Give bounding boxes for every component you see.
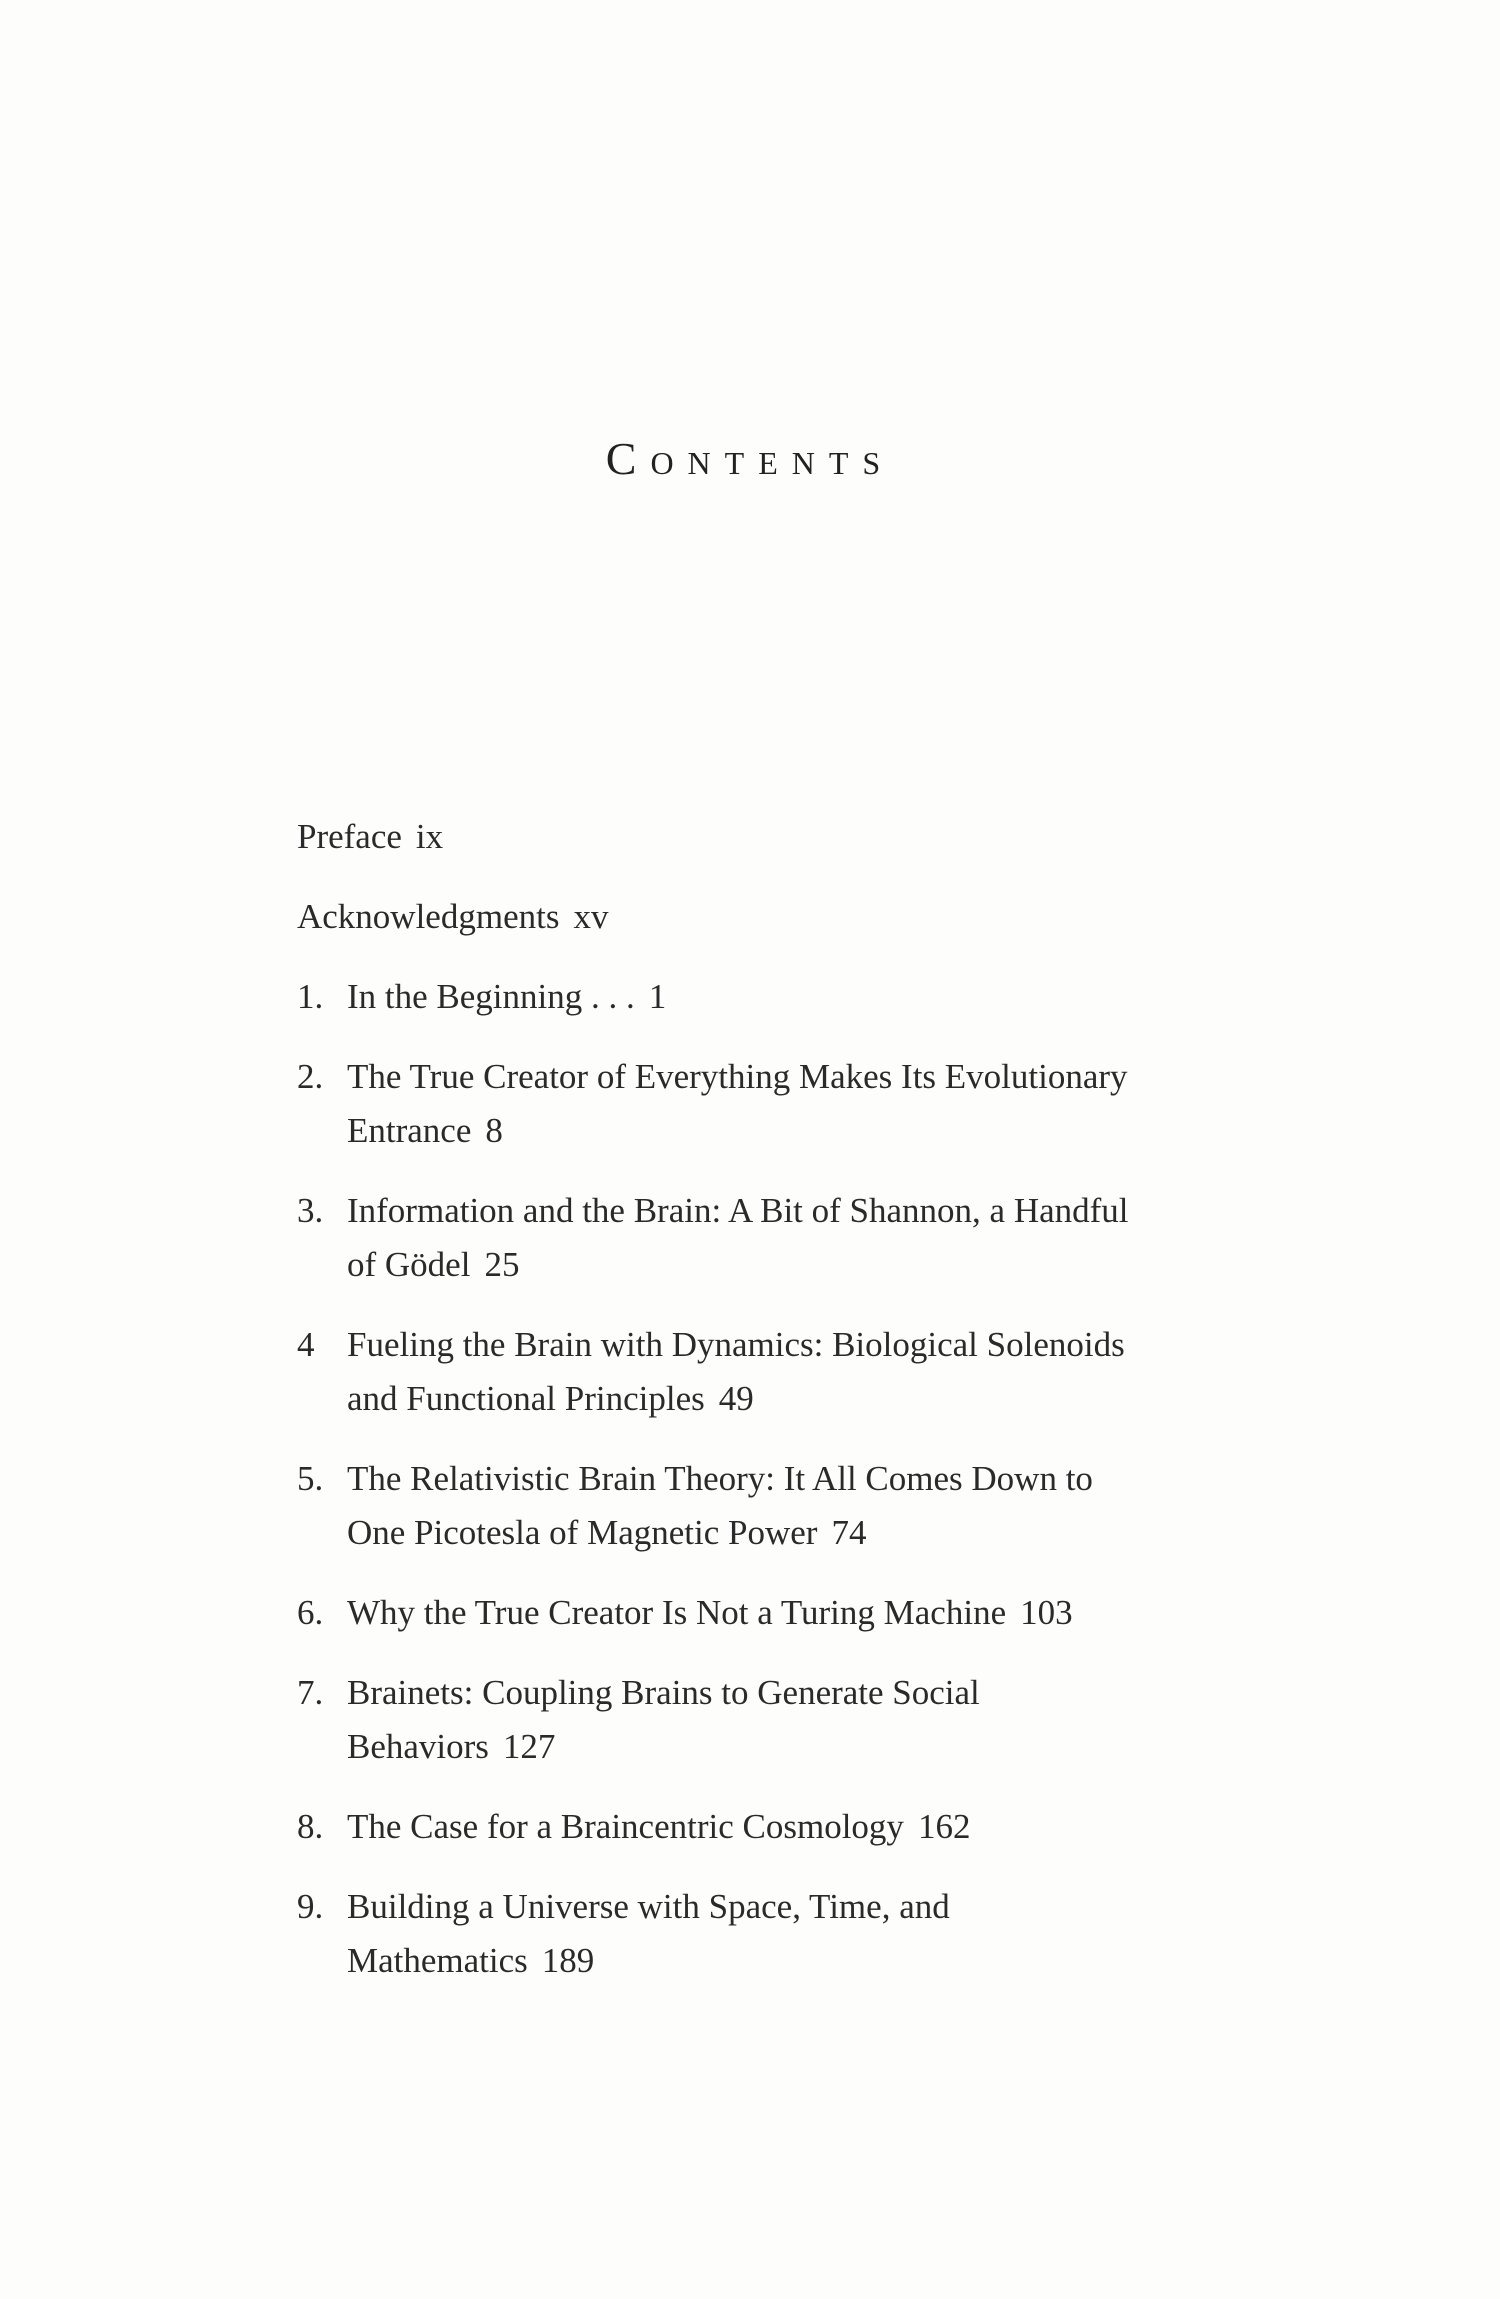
- chapter-page: 127: [502, 1727, 556, 1766]
- toc-entry-chapter-1: [297, 970, 1257, 1024]
- chapter-title-line: Entrance: [347, 1111, 472, 1150]
- chapter-page: 103: [1020, 1593, 1073, 1632]
- chapter-number: 9.: [297, 1887, 324, 1926]
- chapter-number: 5.: [297, 1459, 324, 1498]
- entry-title: Acknowledgments: [297, 897, 560, 936]
- chapter-page: 74: [831, 1513, 867, 1552]
- chapter-number: 3.: [297, 1191, 324, 1230]
- chapter-page: 49: [718, 1379, 754, 1418]
- toc-entry-acknowledgments: [297, 890, 1257, 944]
- toc-entry-chapter-6: [297, 1586, 1257, 1640]
- chapter-number: 7.: [297, 1673, 324, 1712]
- toc-entry-chapter-9: [297, 1880, 1257, 1988]
- chapter-page: 162: [917, 1807, 971, 1846]
- chapter-title-line: Why the True Creator Is Not a Turing Machine: [347, 1593, 1007, 1632]
- chapter-title-line: Fueling the Brain with Dynamics: Biological Solenoids: [347, 1325, 1125, 1364]
- chapter-number: 1.: [297, 977, 324, 1016]
- chapter-number: 6.: [297, 1593, 324, 1632]
- page-title: Contents: [605, 433, 895, 484]
- toc-entry-chapter-3: [297, 1184, 1257, 1292]
- chapter-title-line: Brainets: Coupling Brains to Generate Social: [347, 1673, 980, 1712]
- chapter-number: 8.: [297, 1807, 324, 1846]
- chapter-title-line: Mathematics: [347, 1941, 528, 1980]
- chapter-number: 2.: [297, 1057, 324, 1096]
- chapter-title-line: Building a Universe with Space, Time, and: [347, 1887, 950, 1926]
- table-of-contents: [297, 810, 1257, 2014]
- toc-entry-chapter-5: [297, 1452, 1257, 1560]
- chapter-title-line: of Gödel: [347, 1245, 471, 1284]
- chapter-page: 25: [484, 1245, 520, 1284]
- toc-entry-chapter-7: [297, 1666, 1257, 1774]
- toc-entry-chapter-2: [297, 1050, 1257, 1158]
- chapter-page: 8: [485, 1111, 503, 1150]
- chapter-title-line: and Functional Principles: [347, 1379, 705, 1418]
- entry-page: xv: [573, 897, 609, 936]
- chapter-title-line: Information and the Brain: A Bit of Shannon, a Handful: [347, 1191, 1129, 1230]
- toc-entry-chapter-4: [297, 1318, 1257, 1426]
- chapter-title-line: In the Beginning . . .: [347, 977, 635, 1016]
- chapter-title-line: The Case for a Braincentric Cosmology: [347, 1807, 904, 1846]
- chapter-page: 189: [541, 1941, 595, 1980]
- entry-title: Preface: [297, 817, 402, 856]
- chapter-page: 1: [648, 977, 667, 1016]
- chapter-number: 4: [297, 1325, 315, 1364]
- toc-entry-chapter-8: [297, 1800, 1257, 1854]
- entry-page: ix: [415, 817, 444, 856]
- toc-entry-preface: [297, 810, 1257, 864]
- chapter-title-line: The Relativistic Brain Theory: It All Comes Down to: [347, 1459, 1093, 1498]
- chapter-title-line: One Picotesla of Magnetic Power: [347, 1513, 818, 1552]
- chapter-title-line: The True Creator of Everything Makes Its Evolutionary: [347, 1057, 1128, 1096]
- chapter-title-line: Behaviors: [347, 1727, 489, 1766]
